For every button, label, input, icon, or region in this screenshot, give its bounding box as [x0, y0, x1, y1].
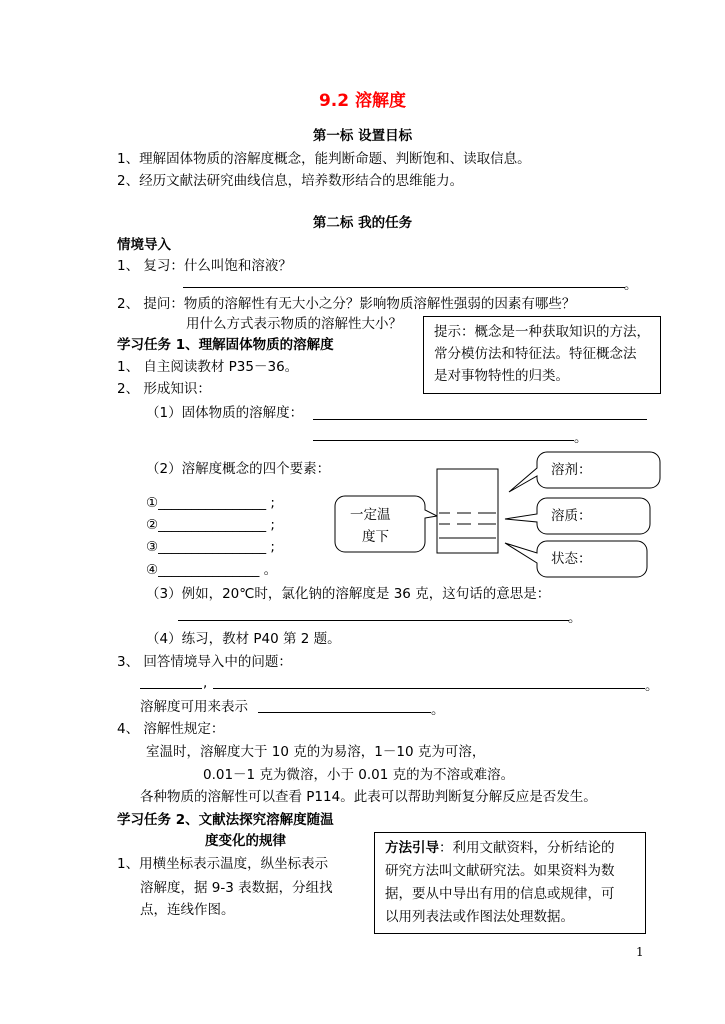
- task2-item-line-3: 点，连线作图。: [140, 902, 235, 918]
- task2-heading-line-1: 学习任务 2、文献法探究溶解度随温: [117, 812, 334, 828]
- task1-item-1: 1、 自主阅读教材 P35－36。: [117, 359, 299, 375]
- answer-line-3a: [140, 688, 202, 689]
- task2-heading-line-2: 度变化的规律: [205, 833, 286, 849]
- intro-heading: 情境导入: [117, 237, 171, 253]
- item4-line-3: 各种物质的溶解性可以查看 P114。此表可以帮助判断复分解反应是否发生。: [140, 789, 597, 805]
- state-label: 状态：: [551, 551, 592, 567]
- task1-sub4: （4）练习，教材 P40 第 2 题。: [146, 631, 341, 647]
- method-line-4: 以用列表法或作图法处理数据。: [385, 909, 574, 925]
- hint-line-1: 提示：概念是一种获取知识的方法，: [434, 324, 650, 340]
- item4-line-2: 0.01－1 克为微溶，小于 0.01 克的为不溶或难溶。: [203, 767, 515, 783]
- method-box: [374, 832, 646, 934]
- intro-q1: 1、 复习：什么叫饱和溶液？: [117, 258, 292, 274]
- method-line-3: 据，要从中导出有用的信息或规律，可: [385, 886, 615, 902]
- hint-line-3: 是对事物特性的归类。: [434, 368, 569, 384]
- answer-line-3b: [213, 688, 645, 689]
- task1-item-3: 3、 回答情境导入中的问题：: [117, 654, 292, 670]
- goal-1: 1、理解固体物质的溶解度概念，能判断命题、判断饱和、读取信息。: [117, 151, 531, 167]
- answer-line-sub3: [178, 620, 569, 621]
- item3-line2-period: 。: [431, 702, 445, 718]
- task1-heading: 学习任务 1、理解固体物质的溶解度: [117, 337, 334, 353]
- task1-item-2: 2、 形成知识：: [117, 381, 211, 397]
- solvent-label: 溶剂：: [551, 462, 592, 478]
- item3-period: 。: [645, 678, 659, 694]
- method-line-1: [385, 837, 615, 859]
- item3-line2: 溶解度可用来表示: [140, 699, 248, 715]
- task1-sub2: （2）溶解度概念的四个要素：: [146, 461, 331, 477]
- section1-heading: 第一标 设置目标: [312, 128, 413, 144]
- item3-comma: ,: [203, 675, 208, 691]
- goal-2: 2、经历文献法研究曲线信息，培养数形结合的思维能力。: [117, 173, 464, 189]
- task2-item-line-2: 溶解度，据 9-3 表数据，分组找: [140, 880, 333, 896]
- page-title: 9.2 溶解度: [318, 91, 407, 111]
- page-number: 1: [636, 945, 644, 959]
- task1-item-4: 4、 溶解性规定：: [117, 721, 225, 737]
- task1-sub3: （3）例如，20℃时，氯化钠的溶解度是 36 克，这句话的意思是：: [146, 586, 551, 602]
- section2-heading: 第二标 我的任务: [312, 215, 413, 231]
- hint-line-2: 常分模仿法和特征法。特征概念法: [434, 346, 637, 362]
- item4-line-1: 室温时，溶解度大于 10 克的为易溶，1－10 克为可溶，: [146, 744, 486, 760]
- element-3: ③________________ ;: [146, 539, 275, 555]
- method-line-2: 研究方法叫文献研究法。如果资料为数: [385, 863, 615, 879]
- method-line-1-text: ：利用文献资料，分析结论的: [439, 840, 615, 856]
- intro-q2: 2、 提问：物质的溶解性有无大小之分？影响物质溶解性强弱的因素有哪些？: [117, 296, 576, 312]
- task2-item-line-1: 1、用横坐标表示温度，纵坐标表示: [117, 856, 329, 872]
- beaker-rect: [437, 469, 498, 553]
- q1-period: 。: [624, 277, 638, 293]
- sub3-period: 。: [568, 610, 582, 626]
- element-1: ①________________ ;: [146, 495, 275, 511]
- task1-sub1: （1）固体物质的溶解度：: [146, 405, 304, 421]
- element-2: ②________________ ;: [146, 517, 275, 533]
- sub1-period: 。: [574, 430, 588, 446]
- center-bubble-line-2: 度下: [362, 529, 389, 545]
- method-label: 方法引导: [385, 840, 439, 856]
- element-4: ④_______________ 。: [146, 562, 278, 578]
- intro-q2-cont: 用什么方式表示物质的溶解性大小？: [186, 316, 402, 332]
- solute-label: 溶质：: [551, 508, 592, 524]
- answer-line-3c: [258, 712, 431, 713]
- center-bubble-line-1: 一定温: [350, 507, 391, 523]
